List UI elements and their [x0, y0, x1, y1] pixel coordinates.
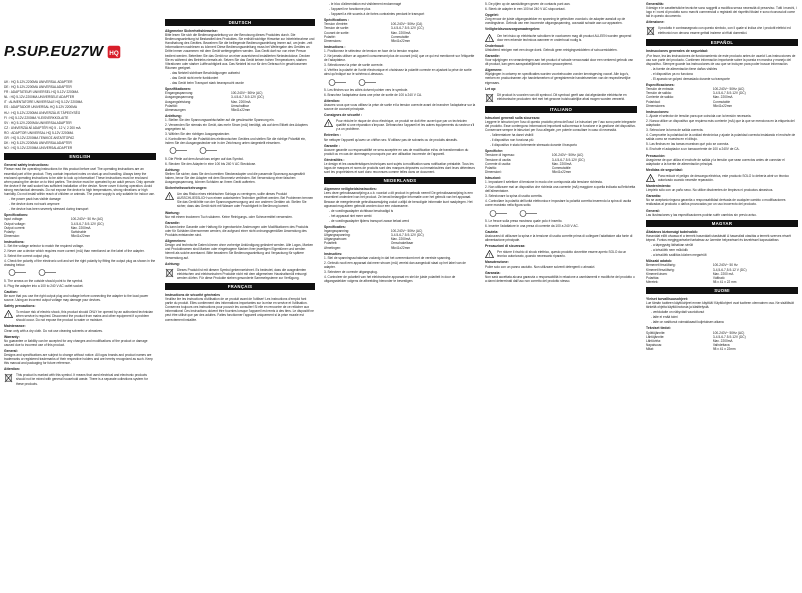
list-item: - verkkolaite on näkyvästi vaurioitunut [651, 310, 705, 315]
list-item: 3. Sélectionnez la prise de sortie correcte. [324, 63, 384, 68]
list-item: - das Gerät nicht mehr funktioniert [170, 76, 219, 81]
paragraph: Pour réduire le risque de choc électrique, ce produit ne doit être ouvert que par un technicien qualifié si une réparation s'impose. Débranchez l'appareil et les autres équipements du secteur s'il y a un problème. [336, 119, 475, 132]
warning-triangle-icon [485, 250, 494, 258]
list-item: - de voedingsadapter tijdens transport zwaar belast werd [329, 218, 410, 223]
spec-row: Tensión de entrada: 100-240V~ 50Hz (AC) [646, 87, 745, 92]
list-item: - El aparato se golpeó demasiado durante su transporte [651, 77, 730, 82]
model-line: SV : HQ 5-12V-2200MA UNIVERSALADAPTER [4, 120, 72, 125]
spec-row: Ingangsspanning: 100-240V~ 50Hz (AC) [324, 229, 423, 234]
list-item: - il dispositivo è stato fortemente stressato durante il trasporto [490, 143, 577, 148]
list-item: - the device does not work anymore [9, 202, 60, 207]
heading: Instructies: [324, 251, 343, 256]
paragraph: Be sure that you use the right output plug and voltage before connecting the adapter to the load power source. Using an incorrect output voltage may damage your devices. [4, 293, 149, 302]
svg-text:!: ! [7, 312, 10, 319]
spec-row: Tensión de salida: 3-4.5-6-7.5-9-12V (DC) [646, 91, 746, 96]
logo-text: P.SUP.EU27W [4, 43, 104, 60]
spec-row: Tension de sortie: 3-4.5-6-7.5-9-12V (CC) [324, 26, 424, 31]
paragraph: Assicurarsi di utilizzare la spina e la tensione di uscita corrette prima di collegare l'adattatore alla fonte di alimentazione principale. [485, 233, 633, 243]
spec-row: Abmessungen: 98x41x22mm [165, 107, 251, 112]
list-item: 2. Ne jamais utiliser un appareil consommant plus de courant (mA) que ce qui est mentionné sur l'étiquette de l'adaptateur. [324, 54, 475, 63]
paragraph: Zorg ervoor de juiste uitgangsstekker en spanning te gebruiken voordat u de adapter aansluit op de voedingsbron. Gebruik van een incorrecte uitgangsspanning, oorzaakt schade aan uw apparaten. [485, 17, 626, 26]
paragraph: Asegúrese de que utiliza el enchufe de salida y la tensión que sean correctos antes de conectar el adaptador a la fuente de alimentación principal. [646, 157, 785, 166]
weee-bin-icon [485, 93, 494, 103]
list-item: 1. Stel de spanningsschakelaar zodanig in dat het overeenkomt met de vereiste spanning. [324, 255, 452, 260]
weee-note [165, 268, 315, 280]
svg-text:HQ: HQ [109, 49, 119, 57]
heading: Allgemeines: [165, 239, 187, 244]
heading: Onderhoud: [485, 43, 505, 48]
list-item: - le bloc d'alimentation est visiblement endommagé [329, 2, 402, 6]
heading: Instructions de sécurité générales [165, 292, 221, 297]
heading: Let op: [485, 86, 497, 91]
model-line: RO : ADAPTOR UNIVERSAL HQ 5-12V 2200MA [4, 130, 74, 135]
heading: Achtung: [165, 261, 180, 266]
polarity-diagram-icon [324, 78, 384, 87]
heading: Anleitung: [165, 113, 182, 118]
list-item: 2. Gebruik nooit een apparaat dat meer stroom (mA) vereist dan aangeduid staat op het label van de adapter. [324, 260, 466, 269]
list-item: 5. Le frecce sulla presa mostrano quale polo è inserito. [485, 218, 563, 223]
spec-row: Uitgangsspanning: 3-4.5-6-7.5-9-12V (DC) [324, 233, 424, 238]
paragraph: Para reducir el peligro de descarga eléctrica, este producto SOLO lo debería abrir un técnico autorizado cuando necesite reparación. [658, 173, 789, 182]
paragraph: This product is marked with this symbol. It means that used electrical and electronic products should not be mixed with general household waste. There is a separate collections system for these products. [16, 373, 148, 386]
spec-row: Polaritás: Váltható [646, 275, 725, 280]
paragraph: No guarantee or liability can be accepted for any changes and modifications of the product or damage caused due to incorrect use of this product. [4, 338, 148, 347]
paragraph: Voor wijzigingen en veranderingen aan het product of schade veroorzaakt door een verkeerd gebruik van dit product, kan geen aansprakelijkheid worden geaccepteerd. [485, 58, 634, 67]
svg-text:!: ! [488, 252, 491, 259]
list-item: - la fuente de alimentación tiene daños visibles [651, 66, 718, 71]
paragraph: Il prodotto è contrassegnato con questo simbolo, con il quale si indica che i prodotti elettrici ed elettronici non devono essere gettati insieme ai rifiuti domestici. [658, 26, 791, 35]
list-item: - laite ei enää toimi [651, 315, 678, 320]
heading: Instrucciones generales de seguridad: [646, 49, 708, 54]
model-line: HU : HQ 5-12V-2200MA UNIVERZÁLIS TÁPEGYSÉG [4, 110, 81, 115]
paragraph: Bitte lesen Sie sich die Bedienungsanleitung vor der Benutzung dieses Produktes durch. Die Bedienungsanleitung ist Bestandteil des Produktes. Sie enthält wichtige Hinweise zur Inbetriebnahme und Handhabung des Gerätes. Bewahren Sie die beiliegende Bedienungsanleitung immer auf, um jeder- zeit Informationen nachlesen zu können! Diese Bedienungsanleitung muss bei Weitergabe des Gerätes an Dritte immer zusammen mit dem Gerät weitergegeben werden. Das Gerät darf nur von einer Person bedient werden. Betreiben Sie das Gerät nur an einer ausreichend installierten Netzsteckdose. Decken Sie es während des Betriebs niemals ab. Setzen Sie das Gerät keinen hohen Temperaturen, starken Vibrationen oder starker Luftfeuchtigkeit aus. Das Netzteil ist nur für den Gebrauch in geschlossenen Räumen geeignet. [165, 33, 315, 70]
svg-text:!: ! [168, 194, 171, 201]
spec-row: Bemeneti feszültség: 100-240V~ 50 Hz [646, 263, 738, 268]
warning-triangle-icon [4, 310, 13, 318]
weee-bin-icon [646, 26, 655, 36]
model-line: NO : HQ 5-12V-2200MA UNIVERSALADAPTER [4, 146, 73, 151]
brand-logo [4, 44, 156, 60]
spec-row: Dimensioni: 98x41x22mm [485, 169, 572, 174]
weee-note [4, 373, 156, 385]
paragraph: Please read the operating instructions for this product before use! The operating instructions are an essential part of the product. They contain important notes on start-up and handling. Always keep the enclosed operating instructions to be able to look up information! These instructions must be enclosed when passing the device on to third parties. The device must be operated by an adult person. Only operate the device if the wall socket has sufficient installation of the device. Never cover it during operation. Avoid strong mechanical demands. Do not expose the device to high temperatures, strong vibrations or high humidity. Do not install within reach of children or animals. The power supply is only suitable for indoor use. [4, 167, 155, 196]
spec-row: Polaridad: Conmutable [646, 99, 731, 104]
spec-row: Ausgangsleistung: Max. 2200mA [165, 99, 251, 104]
paragraph: Non sarà accettata alcuna garanzia o responsabilità in relazione a cambiamenti e modifiche del prodotto o a danni determinati dall'uso non corretto del prodotto stesso. [485, 274, 635, 283]
list-item: 3. Wählen Sie den richtigen Ausgangsstecker. [165, 132, 230, 137]
heading: Garantie: [165, 220, 180, 225]
spec-row: Lähtövirta: Max. 2200mA [646, 338, 733, 343]
list-item: 4. Kontrollieren Sie die Polarität des elektronischen Gerätes und stellen Sie die richtige Polarität ein, indem Sie den Ausgangsstecker wie in der Zeichnung unten dargestellt einsetzen. [165, 137, 307, 146]
model-line: CZ : UNIVERZÁLNÍ ADAPTÉR HQ 5 - 12 V, 2 200 mA [4, 125, 81, 130]
list-item: - a készülék szállítás közben megsérült [651, 253, 707, 258]
spec-row: Tensione di ingresso: 100-240V~ 50Hz (AC) [485, 153, 584, 158]
heading: Mantenimiento: [646, 184, 672, 189]
spec-row: Lähtöjännite: 3-4.5-6-7.5-9-12V (DC) [646, 334, 746, 339]
heading: Tekniset tiedot: [646, 326, 671, 331]
heading: Garantie : [324, 143, 340, 148]
model-line: DE : HQ 5-12V-2200MA UNIVERSALADAPTER [4, 85, 72, 90]
heading: Achtung: [165, 167, 180, 172]
section-header-francais: FRANÇAIS [165, 283, 315, 290]
spec-row: Polarität: Umschaltbar [165, 103, 249, 108]
heading: Specifications: [4, 213, 29, 218]
spec-row: Dimensions: 98x41x22mm [324, 38, 411, 43]
safety-note [324, 119, 476, 131]
paragraph: Om het risico op elektrische schokken te voorkomen mag dit product ALLEEN worden geopend door een erkende technicus wanneer er onderhoud nodig is. [497, 33, 632, 42]
paragraph: Használat előtt olvassa el a termék használati utasítását! A használati utasítás a termék szerves részét képezi. Fontos megjegyzéseket tartalmaz az üzembe helyezéssel és kezeléssel kapcsolatban. [646, 233, 791, 242]
list-item: - the device has been severely stressed during transport [9, 207, 89, 212]
paragraph: Lees deze gebruiksaanwijzing a.u.b. voordat u dit product in gebruik neemt! De gebruiksaanwijzing is een essentieel onderdeel van het product. Ze bevat belangrijke informatie over het gebruik van het apparaat. Bewaar de meegeleverde gebruiksaanwijzing zodat u altijd de benodigde informatie kunt raadplegen. Het apparaat mag alleen gebruikt worden door een volwassene. [324, 191, 473, 208]
list-item: 6. Inserire l'adattatore in una presa di corrente da 100 a 240 V AC. [485, 223, 579, 228]
spec-row: Méretek: 98 x 41 x 22 mm [646, 279, 737, 284]
list-item: 6. Branchez l'adaptateur dans une prise de sortie de 100 à 240 V CA. [324, 92, 423, 97]
heading: Garantía: [646, 194, 661, 199]
spec-row: Eingangsspannung: 100-240V~ 50Hz (AC) [165, 91, 263, 96]
weee-bin-icon [165, 268, 174, 278]
model-line: NL : HQ 5-12V-2200MA UNIVERSELE ADAPTER [4, 95, 75, 100]
paragraph: Aucune garantie ou responsabilité ne sera acceptée en cas de modification et/ou de transformation du produit ou en cas de dommages provoqués par une utilisation incorrecte de l'appareil. [324, 147, 469, 156]
model-list [4, 80, 156, 150]
list-item: 5. Les flèches sur les côtés doivent pointer vers le symbole. [324, 87, 409, 92]
heading: Istruzioni: [485, 175, 502, 180]
spec-row: Polarity: Switchable [4, 229, 87, 234]
paragraph: Wijzigingen in ontwerp en specificaties worden voorbehouden zonder kennisgeving vooraf. Alle logo's, merken en productnamen zijn handelsmerken of geregistreerde handelsmerken van de respectievelijke eigenaars. [485, 72, 631, 85]
list-item: - das Netzteil sichtbare Beschädigungen aufweist [170, 70, 240, 75]
list-item: 2. Nunca utilice un dispositivo que requiera más corriente (mA) que la que se menciona en la etiqueta del adaptador. [646, 118, 795, 127]
heading: Instructions : [324, 44, 346, 49]
heading: Spécifications : [324, 18, 350, 23]
list-item: 1. Impostare il selettore di tensione in modo che corrisponda alla tensione richiesta. [485, 180, 603, 184]
paragraph: Stellen Sie sicher, dass Sie den korrekten Steckeradapter und die passende Spannung ausgewählt haben, bevor Sie den Adapter mit dem Stromnetz verbinden. Bei Verwendung einer falschen Ausgangsspannung, können Schäden an Ihrem Gerät auftreten. [165, 171, 305, 184]
heading: Attenzione: [646, 20, 665, 25]
polarity-diagram-icon [485, 209, 545, 218]
heading: Attention: [324, 98, 341, 103]
heading: General: [646, 208, 660, 213]
list-item: 4. Controllare la polarità dell'unità elettronica e impostare la polarità corretta inserendo la spina di uscita come mostrato nella figura sotto. [485, 199, 632, 208]
section-header-italiano: ITALIANO [485, 106, 637, 113]
list-item: 3. Select the correct output plug. [4, 254, 50, 259]
section-header-nederlands: NEDERLANDS [324, 177, 476, 184]
spec-row: Polarité: Commutable [324, 34, 409, 39]
paragraph: Las ilustraciones y las especificaciones podrán sufrir cambios sin previo aviso. [646, 212, 757, 217]
heading: Opgelet: [485, 13, 499, 18]
list-item: - de voedingsadapter zichtbaar beschadigd is [329, 208, 394, 213]
safety-note [485, 250, 637, 258]
heading: Entretien : [324, 133, 341, 138]
list-item: 4. Compruebe la polaridad de la unidad electrónica y ajuste la polaridad correcta instalando el enchufe de salida como se muestra en el dibujo. [646, 133, 796, 142]
column-1 [4, 0, 156, 593]
heading: Specificaties: [324, 225, 346, 230]
model-line: UK : HQ 5-12V-2200MA UNIVERSAL ADAPTER [4, 80, 73, 84]
heading: Especificaciones: [646, 83, 675, 88]
hq-logo-icon [107, 45, 121, 59]
svg-text:!: ! [649, 176, 652, 182]
paragraph: Uitsluitend reinigen met een droge doek. Gebruik geen reinigingsmiddelen of schuurmiddelen. [485, 47, 618, 52]
spec-row: Polarità: Commutabile [485, 165, 571, 170]
paragraph: Um das Risiko eines elektrischen Schlags zu verringern, sollte dieses Produkt AUSSCHLIESSLICH von einem autorisierten Techniker geöffnet werden. Bei Problemen trennen Sie das Gerät bitte von der Spannungsversorgung und von anderen Geräten ab. Stellen Sie sicher, dass das Gerät nicht mit Wasser oder Feuchtigkeit in Berührung kommt. [177, 192, 314, 209]
list-item: 3. Seleccione la toma de salida correcta. [646, 128, 704, 133]
heading: Precaución: [646, 153, 666, 158]
heading: Algemeen: [485, 68, 503, 73]
model-line: FI : HQ 5-12V-2200MA YLEISVERKKOLAITE [4, 115, 69, 120]
list-item: - the power pack has visible damage [9, 197, 61, 202]
spec-row: Input voltage: 100-240V~ 50 Hz (AC) [4, 217, 104, 222]
spec-row: Corriente de salida: Max. 2200mA [646, 95, 733, 100]
model-line: DK : HQ 5-12V-2200MA UNIVERSALADAPTER [4, 141, 72, 146]
paragraph: Dieses Produkt ist mit diesem Symbol gekennzeichnet. Es bedeutet, dass die ausgedienten elektrischen und elektronischen Produkte nicht mit dem allgemeinen Haushaltsmüll entsorgt werden dürfen. Für diese Produkte stehen gesonderte Sammelsysteme zur Verfügung. [177, 267, 307, 280]
list-item: 1. Positionnez le sélecteur de tension en face de la tension requise. [324, 48, 420, 53]
column-3 [324, 0, 476, 593]
spec-row: Output current: Max. 2200mA [4, 225, 91, 230]
weee-bin-icon [4, 373, 13, 383]
heading: Műszaki adatok: [646, 259, 673, 264]
spec-row: Kimeneti áram: Max. 2200 mA [646, 271, 734, 276]
svg-text:!: ! [327, 121, 330, 128]
heading: Általános biztonsági tudnivalók: [646, 229, 698, 234]
paragraph: Il design e le caratteristiche tecniche sono soggetti a modifica senza necessità di preavviso. Tutti i marchi, i logo e i nomi di prodotto sono marchi commerciali o registrati dei rispettivi titolari e sono riconosciuti come tali in questo documento. [646, 6, 797, 19]
heading: Caution: [4, 289, 18, 294]
paragraph: Per ridurre il rischio di shock elettrico, questo prodotto dovrebbe essere aperto SOLO da un tecnico autorizzato, quando necessario ripararlo. [497, 250, 627, 259]
heading: Istruzioni generali sulla sicurezza: [485, 115, 541, 120]
spec-row: Courant de sortie: Max. 2200mA [324, 30, 411, 35]
heading: Garanzia: [485, 270, 501, 275]
heading: Spezifikationen: [165, 87, 191, 92]
paragraph: Es kann keine Garantie oder Haftung für irgendwelche Änderungen oder Modifikationen des Produkts oder für Schäden übernommen werden, die aufgrund einer nicht ordnungsgemäßen Anwendung des Produkts entstanden sind. [165, 224, 309, 238]
heading: Precauzioni di sicurezza: [485, 244, 526, 249]
list-item: - das Gerät beim Transport stark beansprucht wurde [170, 81, 244, 86]
list-item: - el dispositivo ya no funciona [651, 71, 693, 76]
column-4 [485, 0, 637, 593]
list-item: - het apparaat niet meer werkt [329, 213, 372, 218]
paragraph: Leggere le istruzioni per l'uso di questo prodotto prima dell'uso! Le istruzioni per l'uso sono parte integrante del prodotto. Esse contengono informazioni importanti sulla messa in funzione e la gestione del dispositivo. Conservare sempre le istruzioni per l'uso allegate, per poterle consultare in caso di necessità. [485, 119, 636, 132]
list-item: 6. Plug the adapter into a 100 to 240 V AC outlet socket. [4, 283, 84, 288]
list-item: 3. Selecteer de correcte uitgangsplug. [324, 269, 378, 274]
section-header-suomi: SUOMI [646, 287, 798, 294]
list-item: 4. Check the polarity of the electronic unit and set the right polarity by fitting the output plug as shown in the drawing below. [4, 259, 156, 268]
model-line: FR : ADAPTATEUR UNIVERSEL HQ 5-12V 2200MA [4, 90, 79, 95]
list-item: 3. Selezionare la spina di uscita corretta. [485, 194, 543, 199]
column-5 [646, 0, 798, 593]
heading: Sicherheitsvorkehrungen: [165, 186, 208, 191]
paragraph: Le design et les caractéristiques techniques sont sujets à modification sans notification préalable. Tous les logos de marques et noms de produits sont des marques déposées ou immatriculées dont leurs détenteurs sont les propriétaires et sont donc reconnues comme telles dans ce document. [324, 162, 475, 175]
section-header-deutsch: DEUTSCH [165, 19, 315, 26]
column-2 [165, 0, 315, 593]
heading: Maintenance: [4, 324, 26, 329]
section-header-espanol: ESPAÑOL [646, 39, 798, 46]
list-item: 5. Las flechas en las tomas muestran qué polo se conecta. [646, 142, 730, 147]
safety-note [4, 310, 156, 322]
paragraph: ¡Por favor, lea las instrucciones de funcionamiento de este producto antes de usarlo! Las instrucciones de uso son parte del producto. Contienen información importante sobre la puesta en marcha y manejo del dispositivo. Siempre guarde las instrucciones de uso que se incluyen para poder buscar información. [646, 53, 796, 66]
paragraph: No se aceptará ninguna garantía o responsabilidad derivada de cualquier cambio o modificaciones realizadas al producto o daños provocados por un uso incorrecto del producto. [646, 198, 786, 207]
heading: Allgemeine Sicherheitshinweise: [165, 29, 218, 33]
heading: Warranty: [4, 334, 20, 339]
paragraph: Límpielo sólo con un paño seco. No utilice disolventes de limpieza ni productos abrasivos. [646, 188, 774, 193]
paragraph: Pulire solo con un panno asciutto. Non utilizzare solventi detergenti o abrasivi. [485, 264, 596, 269]
list-item: 2. Non utilizzare mai un dispositivo che richieda una corrente (mA) maggiore a quella indicata sull'etichetta dell'alimentatore. [485, 185, 636, 194]
heading: Garantie: [485, 53, 500, 58]
warning-triangle-icon [646, 174, 655, 182]
spec-row: Polariteit: Omschakelbaar [324, 241, 414, 246]
polarity-diagram-icon [165, 146, 225, 155]
list-item: 4. Controleer de polariteit van het elektronische apparaat en stel de juiste polariteit in door de uitgangsstekker volgens de afbeelding hieronder te bevestigen. [324, 275, 456, 284]
paragraph: Lue tämän tuotteen käyttöohjeet ennen käyttöä! Käyttöohjeet ovat tuotteen olennainen osa. Ne sisältävät tärkeitä ohjeita käyttöönotosta ja käsittelystä. [646, 300, 794, 310]
spec-row: Mitat: 98 x 41 x 22mm [646, 346, 736, 351]
spec-row: Dimensiones: 98x41x22mm [646, 103, 733, 108]
list-item: 1. Stellen Sie den Spannungswahlschalter auf die gewünschte Spannung ein. [165, 117, 275, 122]
spec-row: Dimension: 98x41x22mm [4, 233, 91, 238]
heading: Manutenzione: [485, 260, 509, 265]
safety-note [165, 192, 315, 208]
list-item: - l'appareil ne fonctionne plus [329, 7, 371, 12]
list-item: - a tápegység láthatóan sérült [651, 243, 693, 248]
list-item: 5. The arrows on the outside should point to the symbol. [4, 278, 84, 283]
paragraph: Ne nettoyer l'appareil qu'avec un chiffon sec. N'utilisez pas de solvants ou de produits abrasifs. [324, 137, 458, 142]
model-line: ES : ADAPTADOR UNIVERSAL HQ 5-12V 2200MA [4, 105, 77, 110]
section-header-magyar: MAGYAR [646, 220, 798, 227]
heading: Medidas de seguridad: [646, 167, 683, 172]
heading: Instrucciones: [646, 109, 670, 114]
heading: Generalità: [646, 2, 664, 6]
list-item: 6. Steek de adapter in een 100 tot 240 V AC stopcontact. [485, 7, 566, 12]
heading: Specifiche: [485, 149, 504, 154]
list-item: 5. De pijlen op de aansluitingen geven de contacts punt aan. [485, 2, 571, 6]
safety-note [646, 174, 798, 182]
list-item: 2. Never use a device which requires more current (mA) than mentioned on the label of the adapter. [4, 249, 145, 254]
spec-row: Tensione di uscita: 3-4.5-6-7.5-9-12V (DC) [485, 157, 585, 162]
spec-row: Napaisuus: Vaihdettava [646, 342, 730, 347]
heading: Généralités : [324, 157, 345, 162]
heading: Attention: [4, 367, 21, 372]
spec-row: Output voltage: 3-4.5-6-7.5-9-12V (DC) [4, 221, 104, 226]
spec-row: Kimeneti feszültség: 3-4,5-6-7,5-9-12 V (DC) [646, 267, 747, 272]
weee-note [646, 26, 798, 36]
heading: Consignes de sécurité : [324, 113, 363, 118]
list-item: 1. Set the voltage selector to match the required voltage. [4, 244, 84, 248]
spec-row: Afmetingen: 98x41x22mm [324, 245, 411, 250]
list-item: - l'appareil a été soumis à de fortes contraintes pendant le transport [329, 12, 425, 17]
spec-row: Ausgangsspannung: 3-4.5-6-7.5-9-12V (DC) [165, 95, 264, 100]
list-item: - laite on rasittunut voimakkaasti kuljetuksen aikana [651, 320, 724, 325]
list-item: - a készülék nem működik [651, 248, 688, 253]
heading: Veiligheidsvoorzorgsmaatregelen: [485, 27, 541, 32]
spec-row: Uitgangsstroom: Max. 2200mA [324, 237, 411, 242]
paragraph: Dit product is voorzien van dit symbool. Dit symbool geeft aan dat afgedankte elektrische en elektronische producten niet met het gewone huishoudelijke afval mogen worden verwerkt. [497, 92, 627, 101]
heading: Instructions: [4, 239, 25, 244]
heading: Wartung: [165, 210, 180, 215]
paragraph: Clean only with a dry cloth. Do not use cleaning solvents or abrasives. [4, 328, 103, 333]
paragraph: Design und technische Daten können ohne vorherige Ankündigung geändert werden. Alle Logos, Marken und Produktnamen sind Marken oder eingetragene Marken ihrer jeweiligen Eigentümer und werden hiermit als solche anerkannt. Bitte bewahren Sie Bedienungsanleitung und Verpackung für spätere Verwendung auf. [165, 243, 314, 260]
heading: Safety precautions: [4, 304, 36, 309]
section-header-english: ENGLISH [4, 153, 156, 160]
list-item: 6. Stecken Sie den Adapter in eine 100 bis 240 V AC Steckdose. [165, 161, 257, 166]
list-item: 5. Die Pfeile auf dem Anschluss zeigen auf das Symbol. [165, 156, 244, 161]
model-line: GR : HQ 5-12V-2200MA ΓΕΝΙΚΟΣ ΑΝΤΑΠΤΟΡΑΣ [4, 136, 75, 141]
list-item: - l'alimentatore ha danni visibili [490, 133, 534, 138]
list-item: 6. Enchufe el adaptador a un tomacorriente de 100 a 240V de CA. [646, 147, 740, 152]
list-item: 1. Ajuste el selector de tensión para que coincida con la tensión necesaria. [646, 113, 752, 118]
safety-note [485, 34, 637, 42]
paragraph: Assurez-vous que vous utilisez la prise de sortie et la tension correcte avant de brancher l'adaptateur sur la source de courant principale. [324, 102, 476, 111]
heading: Yleiset turvallisuusohjeet: [646, 296, 689, 301]
heading: Algemene veiligheidsinstructies: [324, 187, 377, 192]
heading: General: [4, 348, 18, 353]
spec-row: Tension d'entrée: 100-240V~ 50Hz (CA) [324, 22, 423, 27]
weee-note [485, 93, 637, 103]
spec-row: Corrente di uscita: Max. 2200mA [485, 161, 572, 166]
polarity-diagram-icon [4, 268, 64, 277]
paragraph: Designs and specifications are subject to change without notice. All logos brands and product names are trademarks or registered trademarks of their respective holders and are hereby recognized as such. Keep this manual and packaging for future reference. [4, 352, 153, 366]
list-item: - il dispositivo non funziona più [490, 138, 534, 143]
spec-row: Syöttöjännite: 100-240V~ 50Hz (AC) [646, 330, 745, 335]
warning-triangle-icon [485, 34, 494, 42]
list-item: 4. Vérifiez la polarité de l'unité électronique et choisissez la polarité correcte en ajustant la prise de sortie ainsi qu'indiqué sur le schéma ci-dessous. [324, 68, 472, 77]
paragraph: To reduce risk of electric shock, this product should ONLY be opened by an authorized technician when service is required. Disconnect the product from mains and other equipment if a problem should occur. Do not expose the product to water or moisture. [16, 310, 154, 323]
heading: Cautela: [485, 229, 499, 234]
paragraph: Veuillez lire les instructions d'utilisation de ce produit avant de l'utiliser! Les instructions d'emploi font partie du produit. Elles contiennent des informations importantes sur la mise en service et l'utilisation. Conservez toujours ces instructions pour pouvoir les consulter! Si elle en rencontre de ce relâcher aux informations! Ces instructions doivent être fournies lorsque l'appareil est remis à des tiers. Le dispositif ne peut être utilisé que par des adultes. Faites fonctionner l'appareil uniquement si la prise murale est correctement installée. [165, 297, 314, 322]
model-line: IT : ALIMENTATORE UNIVERSALE HQ 5-12V 2200MA [4, 100, 83, 105]
list-item: 2. Verwenden Sie niemals ein Gerät, das mehr Strom (mA) benötigt, als auf dem Etikett des Adapters angegeben ist. [165, 122, 308, 132]
svg-text:!: ! [488, 36, 491, 42]
warning-triangle-icon [324, 119, 333, 127]
warning-triangle-icon [165, 192, 174, 200]
heading: General safety instructions: [4, 163, 49, 168]
paragraph: Nur mit einem trockenen Tuch säubern. Keine Reinigungs- oder Scheuermittel verwenden. [165, 214, 293, 219]
